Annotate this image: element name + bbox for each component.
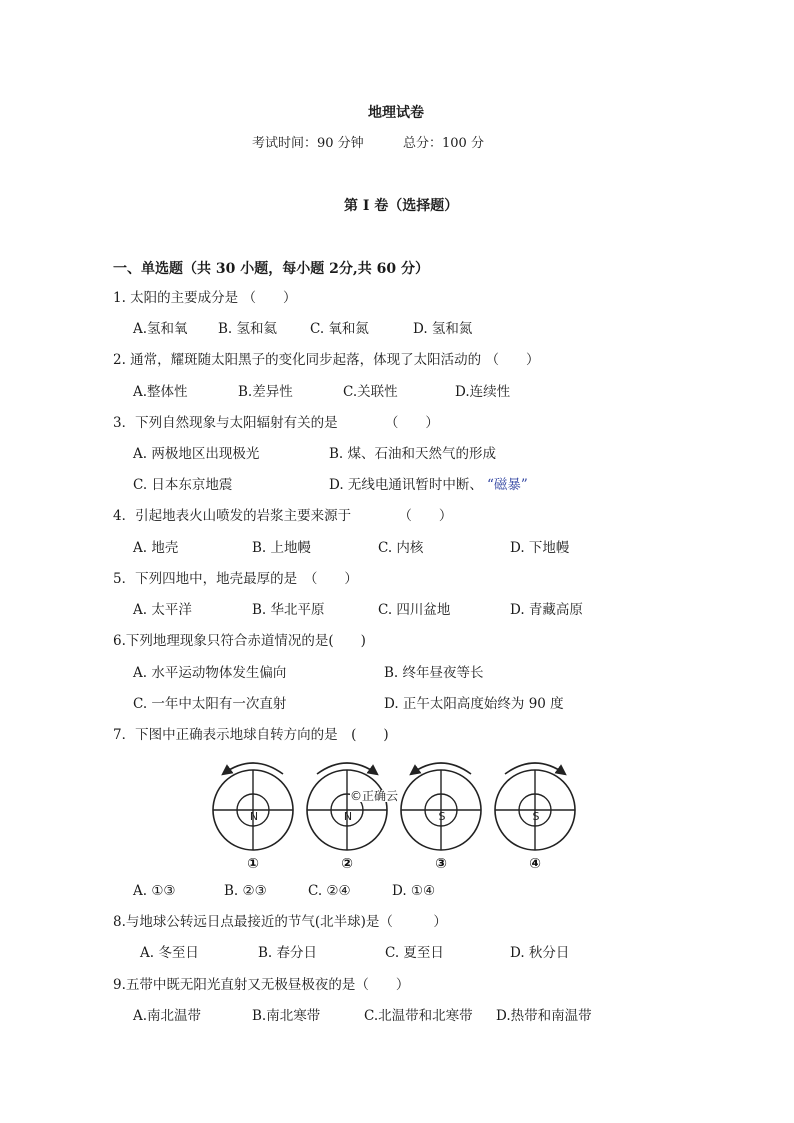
- q2-option-d: D.连续性: [455, 384, 511, 400]
- diagram-3-number-label: ③: [435, 856, 447, 872]
- section-title: 一、单选题（共 30 小题，每小题 2分,共 60 分）: [113, 261, 429, 277]
- question-1: 1. 太阳的主要成分是 （ ）: [113, 290, 297, 306]
- q1-option-c: C. 氧和氮: [310, 321, 369, 337]
- question-9: 9.五带中既无阳光直射又无极昼极夜的是（ ）: [113, 977, 410, 993]
- question-2: 2. 通常，耀斑随太阳黑子的变化同步起落，体现了太阳活动的 （ ）: [113, 352, 540, 368]
- q3-option-c: C. 日本东京地震: [133, 477, 233, 493]
- exam-score: 总分：100 分: [403, 136, 484, 151]
- q3-option-d: D. 无线电通讯暂时中断、: [329, 477, 483, 493]
- q3-option-d-term: “磁暴”: [487, 477, 528, 493]
- diagram-4-number-label: ④: [529, 856, 541, 872]
- q7-option-a: A. ①③: [133, 883, 176, 899]
- q8-option-b: B. 春分日: [258, 945, 318, 961]
- q1-option-d: D. 氢和氮: [413, 321, 473, 337]
- q7-option-c: C. ②④: [308, 883, 351, 899]
- exam-title: 地理试卷: [368, 105, 424, 121]
- q2-option-c: C.关联性: [343, 384, 398, 400]
- q8-option-a: A. 冬至日: [140, 945, 199, 961]
- q7-option-b: B. ②③: [224, 883, 267, 899]
- diagram-1-number-label: ①: [247, 856, 259, 872]
- q2-option-a: A.整体性: [133, 384, 188, 400]
- question-3: 3．下列自然现象与太阳辐射有关的是 （ ）: [113, 415, 439, 431]
- q1-option-a: A.氢和氧: [133, 321, 188, 337]
- q5-option-c: C. 四川盆地: [378, 602, 451, 618]
- question-6: 6.下列地理现象只符合赤道情况的是( ): [113, 633, 366, 649]
- diagram-3-pole-label: S: [438, 810, 446, 823]
- q9-option-a: A.南北温带: [133, 1008, 202, 1024]
- q3-option-a: A. 两极地区出现极光: [133, 446, 260, 462]
- q3-option-b: B. 煤、石油和天然气的形成: [329, 446, 497, 462]
- q6-option-c: C. 一年中太阳有一次直射: [133, 696, 287, 712]
- q6-option-a: A. 水平运动物体发生偏向: [133, 665, 287, 681]
- q4-option-c: C. 内核: [378, 540, 424, 556]
- q4-option-a: A. 地壳: [133, 540, 179, 556]
- diagram-4-pole-label: S: [532, 810, 540, 823]
- q9-option-b: B.南北寒带: [252, 1008, 321, 1024]
- diagram-1-pole-label: N: [249, 810, 259, 823]
- q6-option-d: D. 正午太阳高度始终为 90 度: [384, 696, 564, 712]
- q7-option-d: D. ①④: [392, 883, 436, 899]
- question-5: 5．下列四地中，地壳最厚的是 （ ）: [113, 571, 358, 587]
- question-8: 8.与地球公转远日点最接近的节气(北半球)是（ ）: [113, 914, 447, 930]
- q8-option-c: C. 夏至日: [385, 945, 444, 961]
- figure-watermark: ©正确云: [350, 789, 399, 803]
- q5-option-b: B. 华北平原: [252, 602, 325, 618]
- question-7: 7．下图中正确表示地球自转方向的是 ( ): [113, 727, 389, 743]
- diagram-2-pole-label: N: [343, 810, 353, 823]
- question-4: 4．引起地表火山喷发的岩浆主要来源于 （ ）: [113, 508, 453, 524]
- part-title: 第 I 卷（选择题）: [344, 198, 459, 214]
- rotation-figure: [205, 752, 595, 874]
- q4-option-b: B. 上地幔: [252, 540, 312, 556]
- q9-option-d: D.热带和南温带: [496, 1008, 592, 1024]
- q9-option-c: C.北温带和北寒带: [364, 1008, 473, 1024]
- exam-time: 考试时间：90 分钟: [252, 136, 364, 151]
- q2-option-b: B.差异性: [238, 384, 293, 400]
- q1-option-b: B. 氢和氦: [218, 321, 278, 337]
- q4-option-d: D. 下地幔: [510, 540, 570, 556]
- q5-option-d: D. 青藏高原: [510, 602, 583, 618]
- q5-option-a: A. 太平洋: [133, 602, 192, 618]
- diagram-2-number-label: ②: [341, 856, 353, 872]
- q6-option-b: B. 终年昼夜等长: [384, 665, 484, 681]
- q8-option-d: D. 秋分日: [510, 945, 570, 961]
